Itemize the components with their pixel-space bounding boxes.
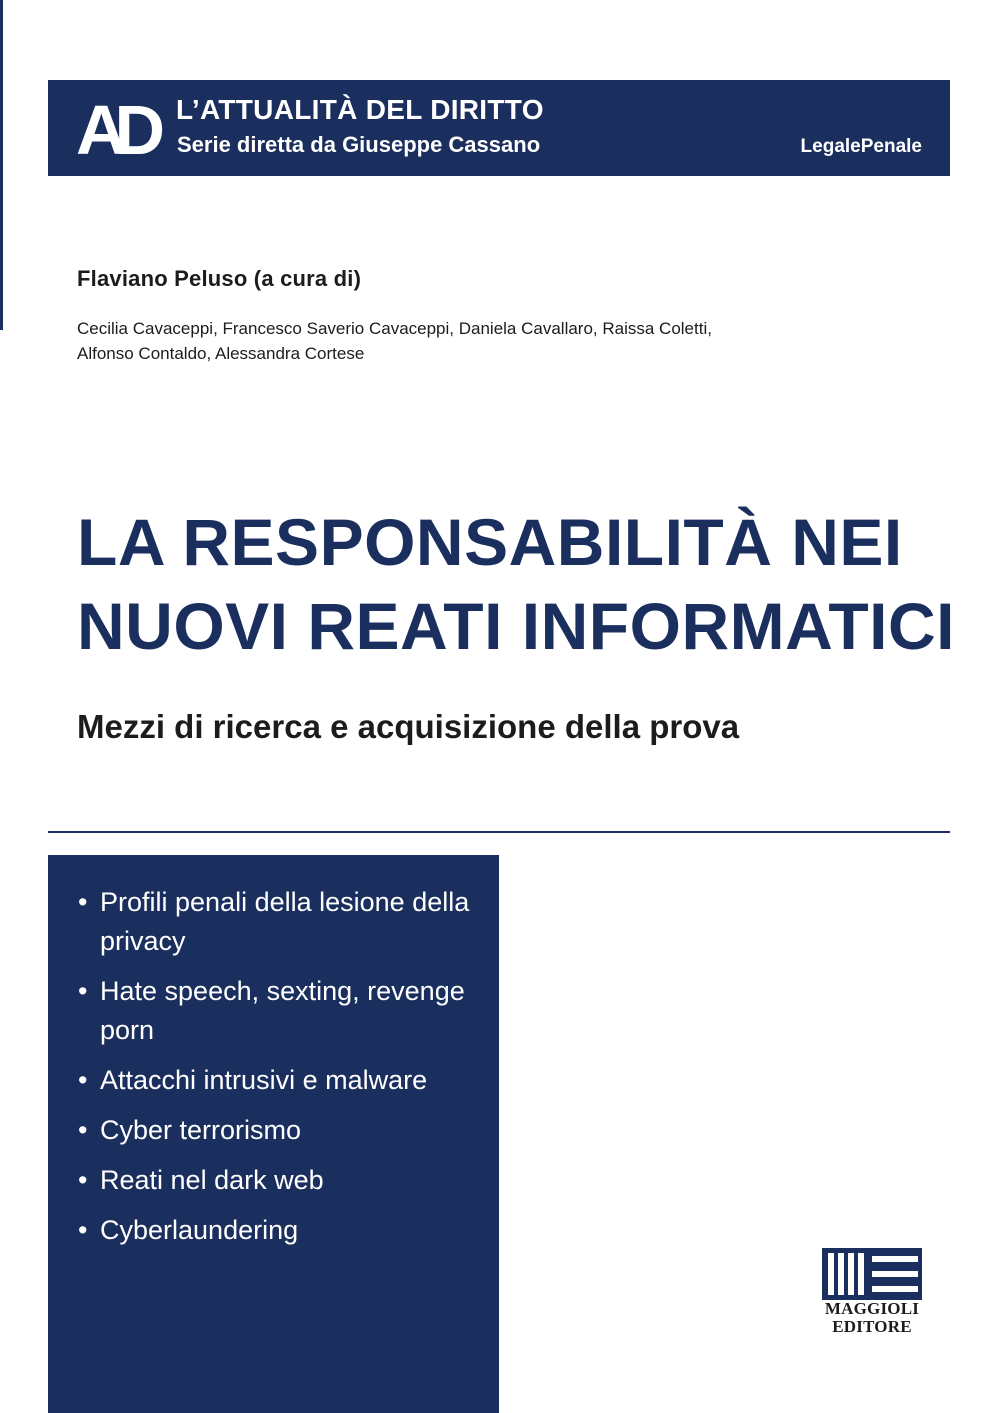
contributors-list	[77, 316, 777, 366]
book-title-line: NUOVI REATI INFORMATICI	[77, 589, 956, 663]
maggioli-logo-icon	[822, 1248, 922, 1300]
imprint-label: LegalePenale	[800, 136, 922, 157]
topic-item: • Profili penali della lesione della privacy	[78, 883, 488, 961]
topic-item: • Cyber terrorismo	[78, 1111, 488, 1150]
book-subtitle: Mezzi di ricerca e acquisizione della prova	[77, 708, 740, 745]
publisher-name-line: MAGGIOLI	[824, 1299, 920, 1318]
editor-credit: Flaviano Peluso (a cura di)	[77, 266, 362, 291]
publisher-logo	[820, 1248, 924, 1340]
series-subtitle: Serie diretta da Giuseppe Cassano	[177, 132, 541, 157]
spine-edge-line	[0, 0, 3, 330]
topics-list	[78, 883, 488, 1261]
ad-logo-letters: AD	[76, 94, 154, 160]
topic-item: • Cyberlaundering	[78, 1211, 488, 1250]
contributors-line: Cecilia Cavaceppi, Francesco Saverio Cavaceppi, Daniela Cavallaro, Raissa Coletti,	[77, 319, 712, 338]
horizontal-divider	[48, 831, 950, 833]
book-title	[77, 500, 957, 668]
series-header-band	[48, 80, 950, 176]
series-title: L’ATTUALITÀ DEL DIRITTO	[176, 94, 544, 125]
topics-panel	[48, 855, 499, 1413]
ad-series-logo	[76, 94, 168, 160]
topic-item: • Hate speech, sexting, revenge porn	[78, 972, 488, 1050]
book-title-line: LA RESPONSABILITÀ NEI	[77, 505, 903, 579]
topic-item: • Attacchi intrusivi e malware	[78, 1061, 488, 1100]
contributors-line: Alfonso Contaldo, Alessandra Cortese	[77, 344, 365, 363]
publisher-name-line: EDITORE	[832, 1317, 912, 1336]
topic-item: • Reati nel dark web	[78, 1161, 488, 1200]
